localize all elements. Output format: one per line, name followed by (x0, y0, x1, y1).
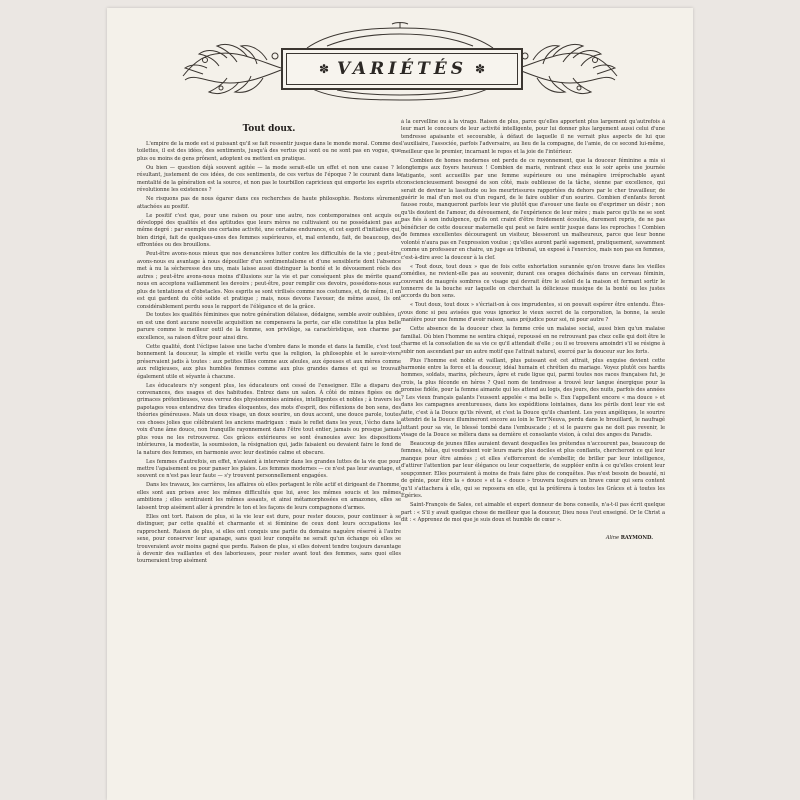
paragraph: Les femmes d'autrefois, en effet, n'avaient à intervenir dans les grandes luttes de la vie que pour mettre l'apaisement ou pour panser les plaies. Les femmes modernes — ce n'est pas leur avantage, et souvent ce n'est pas leur faute — s'y trouvent personnellement engagées. (137, 458, 401, 480)
paragraph: Plus l'homme est noble et vaillant, plus puissant est cet attrait, plus exquise devient cette harmonie entre la force et la douceur, idéal humain et chrétien du mariage. Voyez plutôt ces hardis hommes, soldats, marins, pêcheurs, âpre et rude ligue qui, parmi toutes nos races françaises fut, je crois, la plus féconde en héros ? Quel nom de tendresse a trouvé leur langue énergique pour la promise fidèle, pour la femme aimante qui les attend au logis, des jours, des nuits, parfois des années ? Les vieux français galants l'eussent appelée « ma belle ». Eux l'appellent encore « ma douce » et dans les campagnes aventureuses, dans les expéditions lointaines, dans les périls dont leur vie est faite, c'est à la Douce qu'ils révent, et c'est la Douce qu'ils chantent. Les yeux angéliques, le sourire attendri de la Douce illumineront encore au loin le Terr'Neuva, perdu dans le brouillard, le naufragé luttant pour sa vie, le blessé tombé dans l'embuscade ; et si le pauvre gas ne doit pas revenir, le visage de la Douce se mêlera dans sa dernière et consolante vision, à celui des anges du Paradis. (401, 357, 665, 439)
paragraph: L'empire de la mode est si puissant qu'il se fait ressentir jusque dans le monde moral. Comme des toilettes, il est des idées, des sentiments, jusqu'à des vertus qui sont ou ne sont pas en vogue, que plus ou moins de gens prônent, adoptent ou mettent en pratique. (137, 141, 401, 162)
paragraph: Elles ont tort. Raison de plus, si la vie leur est dure, pour rester douces, pour continuer à se distinguer, par cette qualité et charmante et si féminine de ceux dont leurs occupations les rapprochent. Raison de plus, si elles ont conquis une partie du domaine naguère réservé à l'autre sexe, pour conserver leur apanage, sans quoi leur conquête ne serait qu'un échange où elles se trouveraient avoir moins gagné que perdu. Raison de plus, si elles doivent tendre toujours davantage à devenir des vaillantes et des laborieuses, pour rester avant tout des femmes, sans quoi elles tourneraient trop aisément (137, 513, 401, 565)
paragraph: Dans les travaux, les carrières, les affaires où elles portagent le rôle actif et dirigeant de l'homme, elles sont aux prises avec les mêmes difficultés que lui, avec les mêmes soucis et les mêmes ambitions ; elles sentiraient les mêmes assauts, et ainsi métamorphosées en amazones, elles se laissent trop aisément aller à prendre le ton et les façons de leurs compagnons d'armes. (137, 482, 401, 511)
banner-title-frame (281, 48, 523, 90)
paragraph: Saint-François de Sales, cet aimable et expert donneur de bons conseils, n'a-t-il pas écrit quelque part : « S'il y avait quelque chose de meilleur que la douceur, Dieu nous l'eut enseigné. Or le Christ a dit : « Apprenez de moi que je suis doux et humble de cœur ». (401, 502, 665, 524)
paragraph: Ne risquons pas de nous égarer dans ces recherches de haute philosophie. Restons sûrement attachées au positif. (137, 196, 401, 210)
paragraph: Beaucoup de jeunes filles auraient devant desquelles les prétendus n'accourent pas, beaucoup de femmes, hélas, qui voudraient voir leurs maris plus dociles et plus conflants, chercheront ce qui leur manque pour être aimées ; et elles s'efforceront de s'embellir, de briller par leur intelligence, d'attirer l'attention par leur élégance ou leur coquetterie, de suppléer enfin à ce qu'elles croient leur soupçonner. Elles pourraient à moins de frais faire plus de conquêtes. Pas n'est besoin de beauté, ni de génie, pour être la « douce » et la « douce » trouvera toujours un brave cœur qui sera content qu'il s'attachera à elle, qui se reposera en elle, qui la préférera à toutes les Grâces et à toutes les Égéries. (401, 441, 665, 500)
asterisk-ornament-icon: ✽ (318, 62, 329, 76)
paragraph: Le positif c'est que, pour une raison ou pour une autre, nos contemporaines ont acquis ou développé des qualités et des aptitudes que leurs mères ne cultivaient ou ne possédaient pas au même degré : par exemple une certaine activité, une certaine endurance, et cet esprit d'initiative qui, bien dirigé, fait de quelques-unes des femmes supérieures, et, mal entendu, fait, de beaucoup, des effrontées ou des brouillons. (137, 212, 401, 249)
magazine-page (107, 8, 693, 800)
paragraph: « Tout doux, tout doux » s'écriait-on à ces imprudentes, si on pouvait espérer être entendu. Êtes-vous donc si peu avisées que vous ignoriez le vieux secret de la corporation, la bonne, la seule manière pour une femme d'avoir raison, sans préjudice pour soi, ni pour autre ? (401, 302, 665, 324)
paragraph: Les éducateurs n'y songent plus, les éducateurs ont cessé de l'enseigner. Elle a disparu des convenances, des usages et des habitudes. Entrez dans un salon. À côté de mines figées ou de grimaces prétentieuses, vous verrez des physionomies animées, intelligentes et nobles ; à travers les papotages vous entendrez des tirades éloquentes, des mots d'esprit, des réflexions de bon sens, des théories généreuses. Mais un doux visage, un doux sourire, un doux accent, une douce parole, toutes ces choses jolies que célébraient les anciens madrigaux : mais le reflet dans les yeux, l'écho dans la voix d'une âme douce, non tranquille rayonnement dans l'être tout entier, jamais ou presque jamais plus vous ne les retrouverez. Ces grâces extérieures se sont évanouies avec les dispositions intérieures, la modestie, la soumission, la résignation qui, jadis faisaient ou devaient faire le fond de la nature des femmes, en harmonie avec leur destinée calme et obscure. (137, 382, 401, 456)
paragraph: à la cervelline ou à la virago. Raison de plus, parce qu'elles apportent plus largement qu'autrefois à leur mari le concours de leur activité intelligente, pour lui donner plus largement aussi celui d'une tendresse apaisante et secourable, à défaut de laquelle il ne verrait plus aspects de lui que l'auxiliaire, l'associée, parfois l'adversaire, au lieu de la compagne, de l'amie, de ce second lui-même, meilleur que le premier, incarnant le repos et la joie de l'intérieur. (401, 119, 665, 155)
left-column (137, 124, 401, 788)
author-first-name: Aline (605, 534, 620, 541)
varietes-banner (177, 20, 623, 102)
paragraph: Cette absence de la douceur chez la femme crée un malaise social, aussi bien qu'un malaise familial. Où bien l'homme ne sentira chiqué, repoussé en ne retrouvant pas chez celle qui doit être le charme et la consolation de sa vie ce qu'il attendait d'elle ; ou il se trouvera amoindri s'il se résigne à subir non ascendant par un autre motif que l'attrait naturel, exercé par la douceur sur les forts. (401, 326, 665, 355)
article-title: Tout doux. (242, 124, 296, 134)
right-column (401, 119, 665, 795)
paragraph: Combien de homes modernes ont perdu de ce rayonnement, que la douceur féminine a mis si longtemps aux foyers heureux ! Combien de maris, rentrant chez eux le soir après une journée fatigante, sont accueillis par une femme supérieure ou une ménagère irréprochable ayant consciencieusement besogné de son côté, mais oublieuse de la tâche, sienne par excellence, qui serait de deviner la lassitude ou les meurtrissures rapportées du dehors par le cher travailleur, de guérir le mal d'un mot ou d'un regard, de le faire oublier d'un sourire. Combien d'enfants feront fausse route, manqueront parfois leur vie plutôt que d'avouer une faute ou d'exprimer un désir ; non qu'ils doutent de l'amour, du dévouement, de l'expérience de leur mère ; mais parce qu'ils ne se sont pas fiés à son indulgence, qu'ils ont craint d'être froidement écoutés, durement repris, de ne pas bénéficier de cette douceur maternelle qui peut se faire sentir jusque dans les reproches ! Combien de femmes excellentes découragent un visiteur, blesseront un malheureux, parce que leur bonne volonté n'aura pas en l'expression voulue ; qu'elles auront parlé sagement, pratiquement, savamment comme un professeur en chaire, un juge au tribunal, un exposé à l'exercice, mais non pas en femmes, c'est-à-dire avec la douceur à la clef. (401, 157, 665, 261)
author-surname: RAYMOND. (620, 534, 653, 541)
author-signature (401, 535, 665, 542)
paragraph: Cette qualité, dont l'éclipse laisse une tache d'ombre dans le monde et dans la famille, c'est tout bonnement la douceur, la simple et vieille vertu que la religion, la philosophie et le savoir-vivre préservaient jadis à toutes : aux petites filles comme aux aïeules, aux épouses et aux mères comme aux religieuses, aux plus humbles femmes comme aux plus grandes dames et qui se trouvait également utile et séyante à chacune. (137, 343, 401, 380)
paragraph: Ou bien — question déjà souvent agitée — la mode serait-elle un effet et non une cause ? le résultant, justement de ces idées, de ces sentiments, de ces vertus de l'époque ? le courant dans la mentalité de la génération est la source, et non pas le tourbillon capricieux qui emporte les esprits et révolutionne les existences ? (137, 164, 401, 194)
paragraph: Peut-être avons-nous mieux que nos devancières lutter contre les difficultés de la vie ; peut-être avons-nous eu avantage à nous dépouiller d'un sentimentalisme et d'une sensiblerie dont l'absence met à nu la sécheresse des uns, mais laisse aussi distinguer la bonté et le dévouement réels des autres ; peut-être avons-nous moins d'illusions sur la vie et par conséquent plus de mérite quand nous en acceptons vaillamment les devoirs ; peut-être, pour remplir ces devoirs, possédons-nous sur plus de tentations et d'obstacles. Nos esprits se sont virilisés comme nos costumes, et, de même, il en est qui gardent du côté solide et pratique ; mais, nous devons l'avouer, de même aussi, ils ont considérablement perdu sous le rapport de l'élégance et de la grâce. (137, 251, 401, 310)
section-title: VARIÉTÉS (337, 59, 467, 79)
asterisk-ornament-icon: ✽ (474, 62, 486, 76)
paragraph: De toutes les qualités féminines que notre génération délaisse, dédaigne, semble avoir oubliées, il en est une dont aucune nouvelle acquisition ne compensera la perte, car elle constitue la plus belle parure comme le meilleur outil de la femme, son privilège, sa caractéristique, son charme par excellence, sa raison d'être pour ainsi dire. (137, 312, 401, 341)
paragraph: « Tout doux, tout doux » que de fois cette exhortation surannée qu'on trouve dans les vieilles comédies, ne revient-elle pas au souvenir, durant ces orages déchaînés dans un cerveau féminin, couvrant de maugrés sombres ce visage qui devrait être le soleil de la maison et fermant sortir le tonnerre de la bouche sur laquelle on cherchait la délicieuse musique de la bonté ou les justes accords du bon sens. (401, 263, 665, 300)
